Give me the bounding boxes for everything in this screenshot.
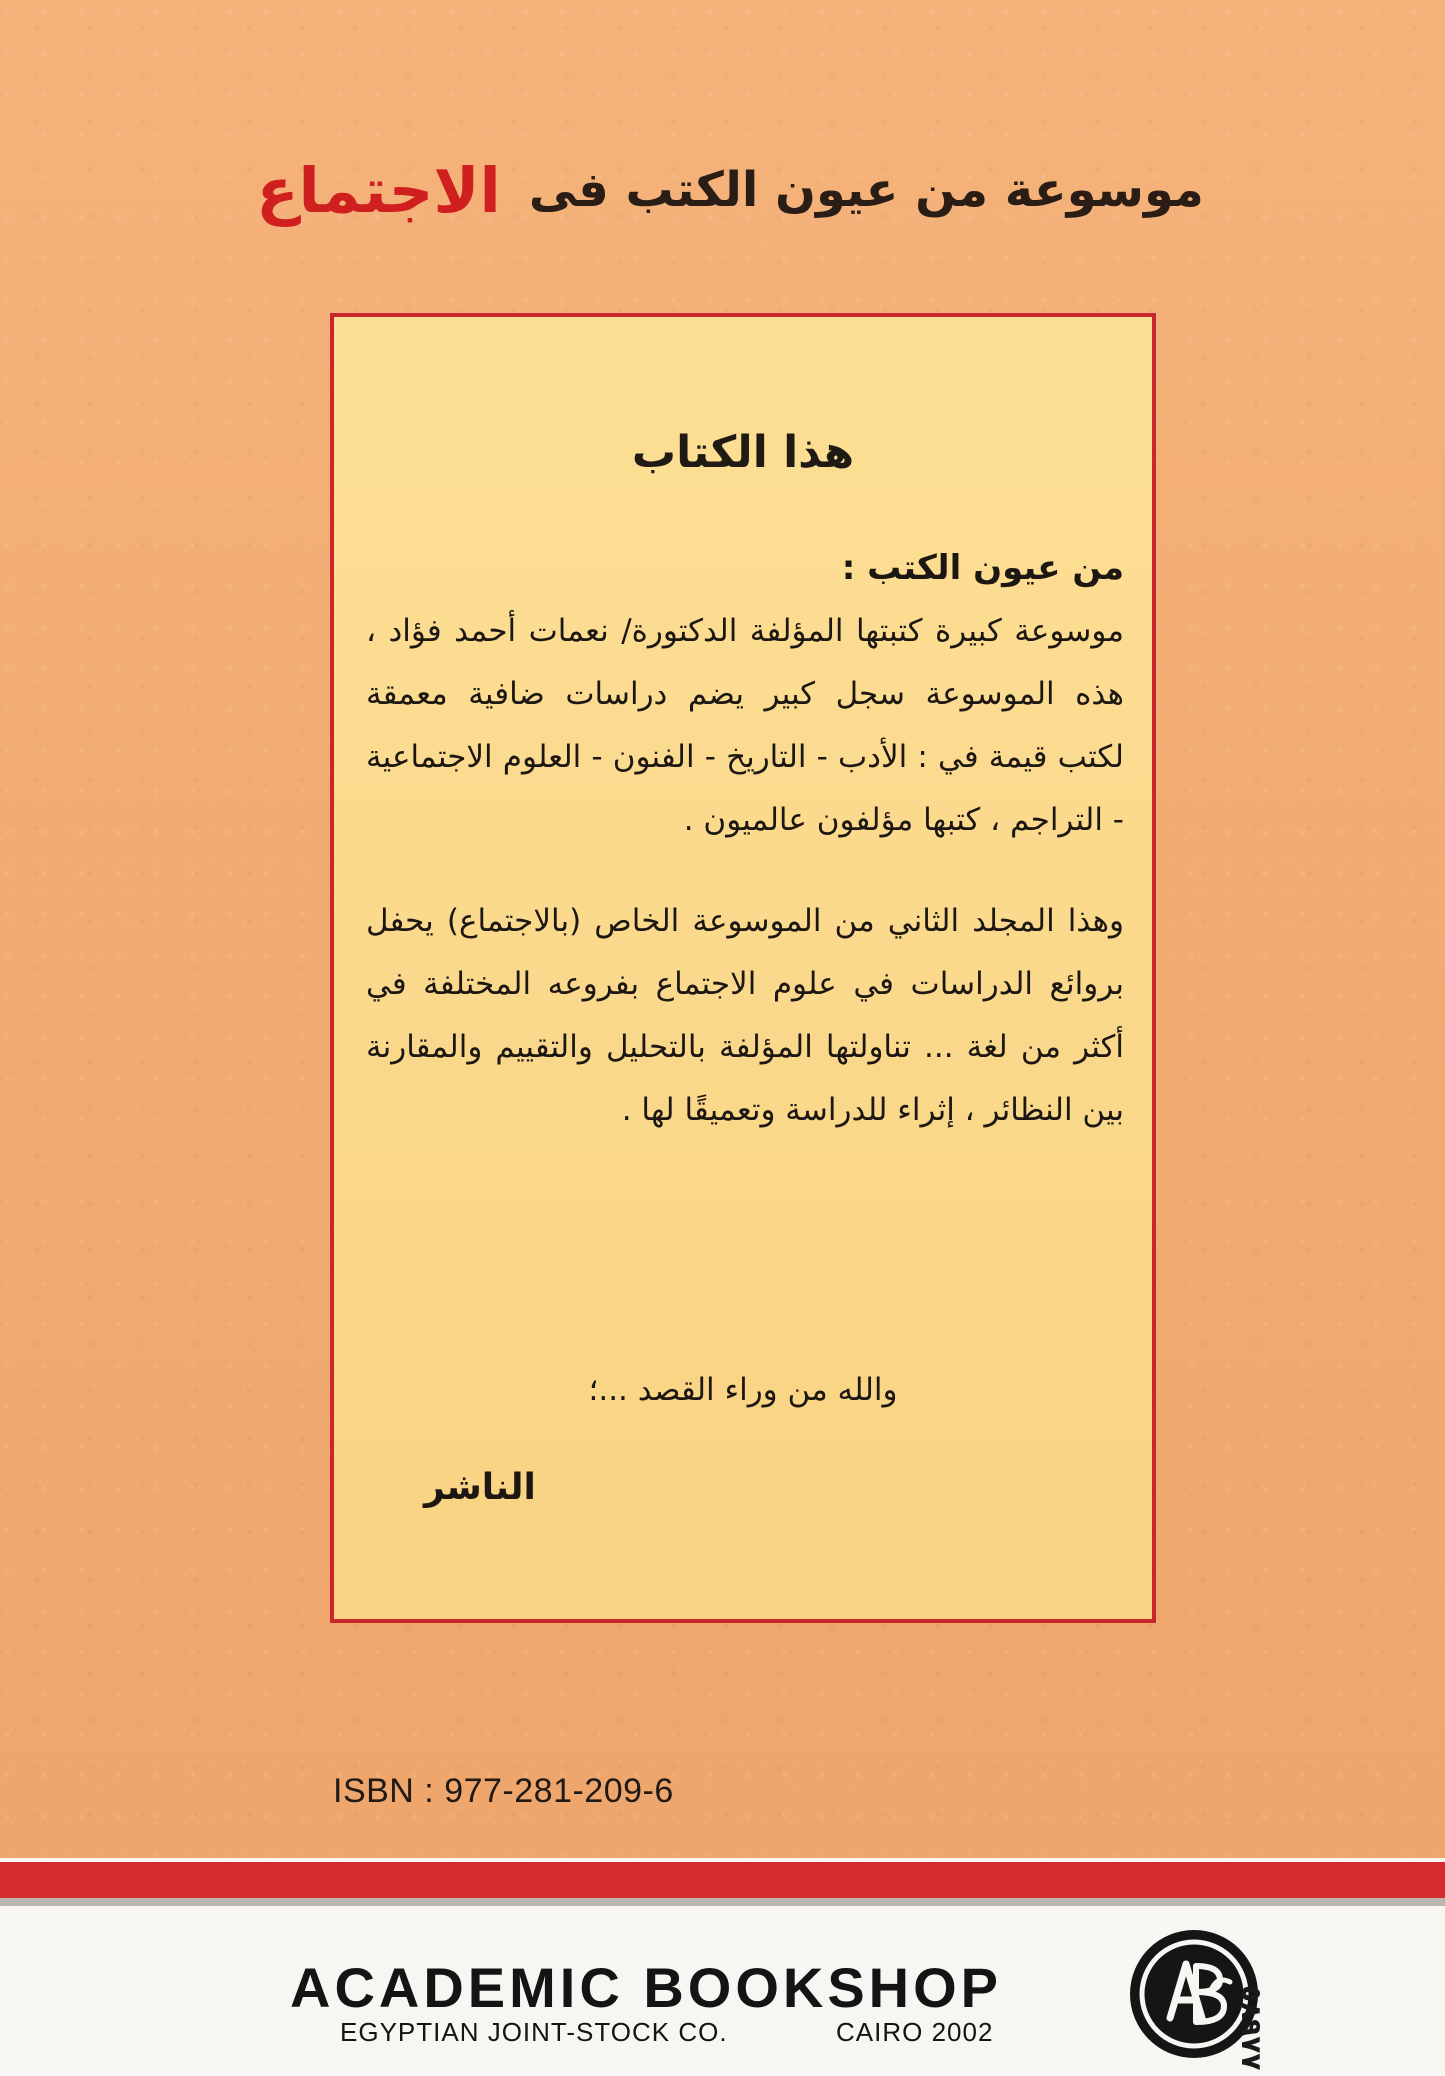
- publisher-company: EGYPTIAN JOINT-STOCK CO.: [340, 2017, 728, 2047]
- paragraph-gap: [366, 852, 1124, 890]
- description-panel: [330, 313, 1156, 1623]
- panel-paragraph-2: وهذا المجلد الثاني من الموسوعة الخاص (بالاجتماع) يحفل بروائع الدراسات في علوم الاجتماع بفروعه المختلفة في أكثر من لغة ... تناولتها المؤلفة بالتحليل والتقييم والمقارنة بين النظائر ، إثراء للدراسة وتعميقًا لها .: [366, 903, 1124, 1128]
- panel-closing: والله من وراء القصد ...؛: [588, 1372, 898, 1408]
- panel-paragraph-1: موسوعة كبيرة كتبتها المؤلفة الدكتورة/ نعمات أحمد فؤاد ، هذه الموسوعة سجل كبير يضم دراسات ضافية معمقة لكتب قيمة في : الأدب - التاريخ - الفنون - العلوم الاجتماعية - التراجم ، كتبها مؤلفون عالميون .: [366, 613, 1124, 838]
- publisher-place-year: CAIRO 2002: [836, 2017, 994, 2047]
- grey-stripe-divider: [0, 1898, 1445, 1906]
- red-stripe-divider: [0, 1862, 1445, 1898]
- isbn-number: ISBN : 977-281-209-6: [333, 1772, 674, 1810]
- series-title-subject: الاجتماع: [256, 153, 501, 227]
- catalog-number: ٥٨٩٧٧: [1235, 1985, 1268, 2071]
- publisher-name: ACADEMIC BOOKSHOP: [290, 1956, 1003, 2019]
- panel-paragraph-intro: من عيون الكتب :: [841, 548, 1124, 588]
- series-title: [250, 140, 1210, 240]
- panel-body: [366, 537, 1124, 1142]
- panel-signature: الناشر: [424, 1467, 536, 1508]
- panel-title: هذا الكتاب: [631, 427, 855, 478]
- series-title-lead: موسوعة من عيون الكتب فى: [528, 162, 1204, 218]
